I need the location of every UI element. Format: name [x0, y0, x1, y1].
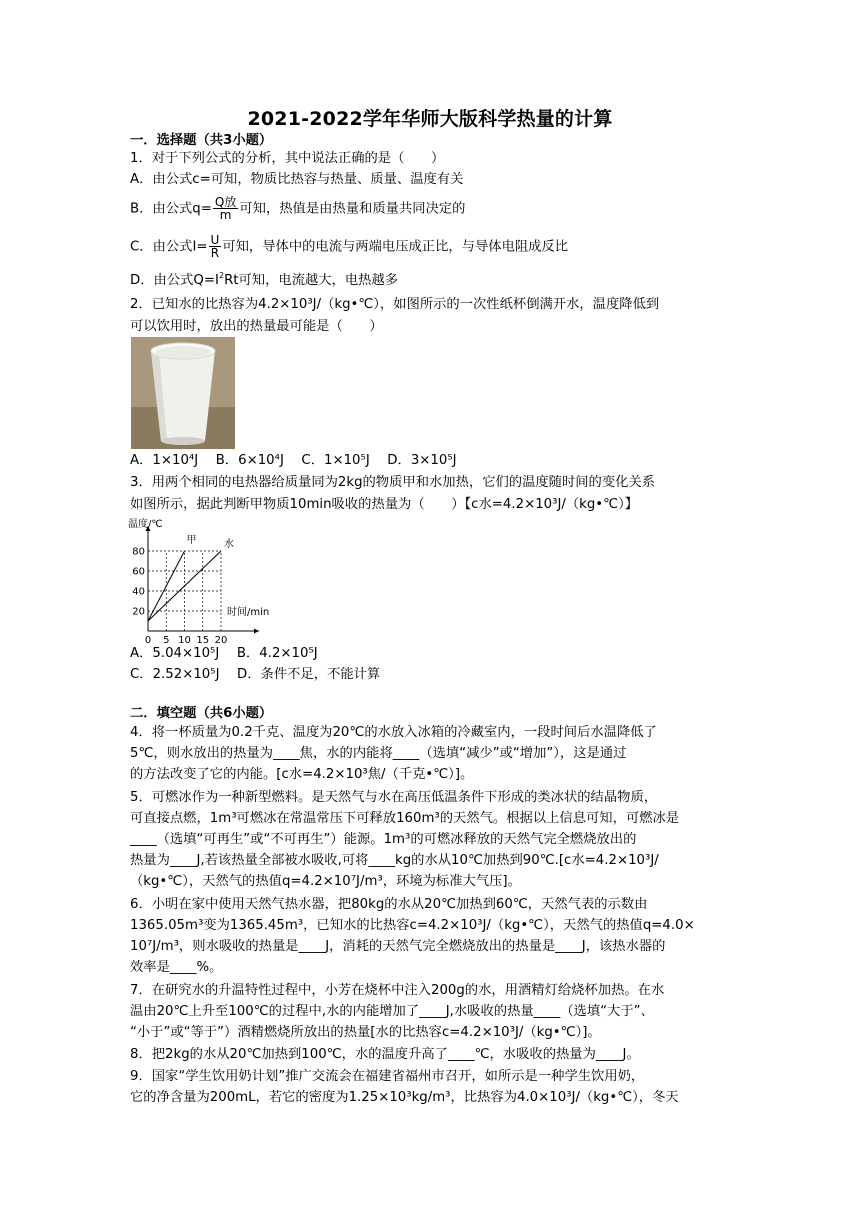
q1-option-d [130, 272, 398, 290]
q2-line-2: 可以饮用时，放出的热量最可能是（ ） [130, 319, 383, 334]
q9-line-1: 9．国家“学生饮用奶计划”推广交流会在福建省福州市召开，如所示是一种学生饮用奶， [130, 1069, 645, 1084]
q7-line-1: 7．在研究水的升温特性过程中，小芳在烧杯中注入200g的水，用酒精灯给烧杯加热。在水 [130, 983, 665, 998]
y-tick-label: 80 [132, 546, 145, 558]
q1-option-b [130, 196, 465, 221]
x-tick-label: 10 [178, 635, 191, 644]
q1-option-a: A．由公式c=可知，物质比热容与热量、质量、温度有关 [130, 172, 464, 187]
q1-option-c-fraction [209, 234, 222, 259]
q6-line-2: 1365.05m³变为1365.45m³，已知水的比热容c=4.2×10³J/（kg•℃），天然气的热值q=4.0× [130, 918, 695, 933]
q5-line-4: 热量为____J,若该热量全部被水吸收,可将____kg的水从10℃加热到90℃.[c水=4.2×10³J/ [130, 853, 659, 868]
x-tick-label: 15 [196, 635, 210, 644]
q3-line-2: 如图所示，据此判断甲物质10min吸收的热量为（ ）【c水=4.2×10³J/（kg•℃）】 [130, 497, 639, 512]
q1-option-c [130, 234, 568, 259]
q1-option-c-prefix: C．由公式I= [130, 239, 208, 255]
q3-options-cd: C．2.52×10⁵J D．条件不足，不能计算 [130, 667, 381, 682]
q4-line-3: 的方法改变了它的内能。[c水=4.2×10³焦/（千克•℃）]。 [130, 767, 474, 782]
section-heading-fill: 二．填空题（共6小题） [130, 706, 273, 721]
series-label: 水 [224, 539, 234, 550]
q4-line-2: 5℃，则水放出的热量为____焦，水的内能将____（选填“减少”或“增加”），这是通过 [130, 746, 627, 761]
q7-line-3: “小于”或“等于”）酒精燃烧所放出的热量[水的比热容c=4.2×10³J/（kg•℃）]。 [130, 1025, 601, 1040]
q9-line-2: 它的净含量为200mL，若它的密度为1.25×10³kg/m³，比热容为4.0×10³J/（kg•℃），冬天 [130, 1090, 679, 1105]
q1-option-b-fraction [213, 196, 238, 221]
section-heading-choice: 一．选择题（共3小题） [130, 133, 273, 148]
q6-line-4: 效率是____%。 [130, 960, 223, 975]
fraction-denominator: m [213, 208, 238, 221]
superscript: 2 [218, 271, 225, 280]
q6-line-3: 10⁷J/m³，则水吸收的热量是____J，消耗的天然气完全燃烧放出的热量是____J，该热水器的 [130, 939, 666, 954]
x-axis-arrow [254, 629, 259, 634]
q8-line-1: 8．把2kg的水从20℃加热到100℃，水的温度升高了____℃，水吸收的热量为____J。 [130, 1047, 640, 1062]
fraction-numerator: U [210, 233, 220, 247]
fraction-denominator: R [209, 246, 222, 259]
q1-option-b-suffix: 可知，热值是由热量和质量共同决定的 [239, 201, 466, 217]
q1-stem: 1．对于下列公式的分析，其中说法正确的是（ ） [130, 151, 445, 166]
q4-line-1: 4．将一杯质量为0.2千克、温度为20℃的水放入冰箱的冷藏室内，一段时间后水温降低了 [130, 725, 657, 740]
q2-options: A．1×10⁴J B．6×10⁴J C．1×10⁵J D．3×10⁵J [130, 453, 457, 468]
x-tick-label: 20 [214, 635, 228, 644]
x-tick-label: 5 [163, 635, 170, 644]
q5-line-3: ____（选填“可再生”或“不可再生”）能源。1m³的可燃冰释放的天然气完全燃烧放出的 [130, 832, 637, 847]
q5-line-5: （kg•℃），天然气的热值q=4.2×10⁷J/m³，环境为标准大气压]。 [130, 874, 521, 889]
q3-line-1: 3．用两个相同的电热器给质量同为2kg的物质甲和水加热，它们的温度随时间的变化关系 [130, 475, 656, 490]
q6-line-1: 6．小明在家中使用天然气热水器，把80kg的水从20℃加热到60℃，天然气表的示数由 [130, 897, 648, 912]
q5-line-2: 可直接点燃，1m³可燃冰在常温常压下可释放160m³的天然气。根据以上信息可知，可燃冰是 [130, 811, 680, 826]
page-title: 2021-2022学年华师大版科学热量的计算 [247, 108, 613, 130]
y-tick-label: 20 [132, 606, 145, 618]
q7-line-2: 温由20℃上升至100℃的过程中,水的内能增加了____J,水吸收的热量____（选填“大于”、 [130, 1004, 654, 1019]
x-axis-label: 时间/min [227, 607, 270, 618]
y-tick-label: 60 [132, 566, 145, 578]
y-tick-label: 40 [132, 586, 145, 598]
fraction-numerator: Q放 [214, 195, 237, 209]
series-label: 甲 [186, 535, 197, 546]
q1-option-b-prefix: B．由公式q= [130, 201, 212, 217]
y-axis-label: 温度/℃ [128, 519, 163, 530]
q1-option-d-suffix: Rt可知，电流越大，电热越多 [224, 273, 399, 288]
x-tick-label: 0 [144, 635, 152, 644]
paper-cup-illustration [131, 337, 235, 449]
paper-cup-photo [131, 337, 235, 449]
q3-options-ab: A．5.04×10⁵J B．4.2×10⁵J [130, 646, 318, 661]
q1-option-c-suffix: 可知，导体中的电流与两端电压成正比，与导体电阻成反比 [222, 239, 569, 255]
q2-line-1: 2．已知水的比热容为4.2×10³J/（kg•℃），如图所示的一次性纸杯倒满开水，温度降低到 [130, 297, 660, 312]
temperature-time-chart [128, 518, 278, 644]
q1-option-d-prefix: D．由公式Q=I [130, 273, 219, 288]
q5-line-1: 5．可燃冰作为一种新型燃料。是天然气与水在高压低温条件下形成的类冰状的结晶物质， [130, 790, 658, 805]
